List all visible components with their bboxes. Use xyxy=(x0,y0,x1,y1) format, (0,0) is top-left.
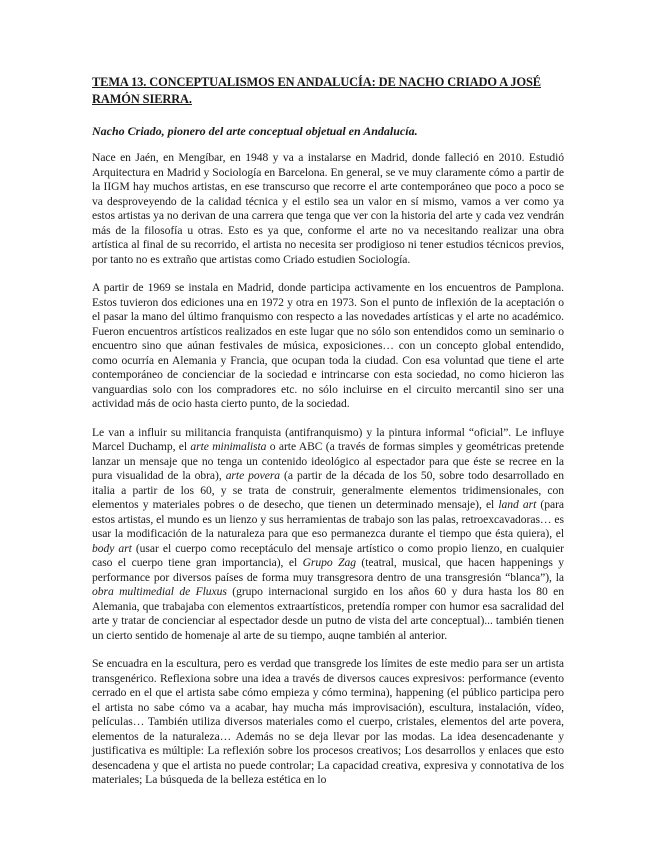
italic-term: Grupo Zag xyxy=(302,556,356,569)
italic-term: land art xyxy=(498,498,537,511)
italic-term: arte povera xyxy=(225,469,281,482)
text-run: (para estos artistas, el mundo es un lienzo y sus herramientas de trabajo son las palas, retroexcavadoras… es usar la modificación de la naturaleza para que eso permanezca durante el tiempo que ésta quiera), el xyxy=(92,498,564,540)
paragraph-2 xyxy=(92,281,564,412)
text-run: Nace en Jaén, en Mengíbar, en 1948 y va a instalarse en Madrid, donde falleció en 2010. Estudió Arquitectura en Madrid y Sociología en Barcelona. En general, se ve muy claramente cómo a partir de la IIGM hay muchos artistas, en ese transcurso que recorre el arte contemporáneo que poco a poco se va desproveyendo de la calidad técnica y el estilo sea un valor en sí mismo, vamos a ver como ya estos artistas ya no derivan de una carrera que tenga que ver con la historia del arte y cada vez vendrán más de la filosofía u otras. Esto es ya que, conforme el arte no va necesitando realizar una obra artística al final de su recorrido, el artista no necesita ser prodigioso ni tener estudios técnicos previos, por tanto no es extraño que artistas como Criado estudien Sociología. xyxy=(92,151,564,266)
paragraph-1 xyxy=(92,151,564,267)
text-run: (usar el cuerpo como receptáculo del mensaje artístico o como propio lienzo, en cualquier caso el cuerpo tiene gran importancia), el xyxy=(92,541,564,569)
text-run: Se encuadra en la escultura, pero es verdad que transgrede los límites de este medio para ser un artista transgenérico. Reflexiona sobre una idea a través de diversos cauces expresivos: performance (evento cerrado en el que el artista sabe cómo empieza y cómo termina), happening (el público participa pero el artista no sabe cómo va a acabar, hay mucha más improvisación), escultura, instalación, vídeo, películas… También utiliza diversos materiales como el cuerpo, cristales, elementos del arte povera, elementos de la naturaleza… Además no se deja llevar por las modas. La idea desencadenante y justificativa es múltiple: La reflexión sobre los procesos creativos; Los desarrollos y enlaces que esto desencadena y que el artista no puede controlar; La capacidad creativa, expresiva y connotativa de los materiales; La búsqueda de la belleza estética en lo xyxy=(92,657,564,786)
section-subtitle: Nacho Criado, pionero del arte conceptual objetual en Andalucía. xyxy=(92,124,418,138)
paragraph-4 xyxy=(92,657,564,788)
paragraph-3 xyxy=(92,426,564,644)
text-run: o arte ABC (a través de formas simples y geométricas pretende lanzar un mensaje que no tenga un contenido ideológico al espectador para que éste se recree en la pura visualidad de la obra), xyxy=(92,440,565,482)
text-run: Le van a influir su militancia franquista (antifranquismo) y la pintura informal “oficial”. Le influye Marcel Duchamp, el xyxy=(92,425,564,453)
italic-term: body art xyxy=(92,541,132,555)
italic-term: obra multimedial de Fluxus xyxy=(92,585,227,598)
document-title: TEMA 13. CONCEPTUALISMOS EN ANDALUCÍA: DE NACHO CRIADO A JOSÉ RAMÓN SIERRA. xyxy=(92,75,541,106)
text-run: (a partir de la década de los 50, sobre todo desarrollado en italia a partir de los 60, y se trata de construir, generalmente elementos tridimensionales, con elementos y materiales pobres o de desecho, que tienen un determinado mensaje), el xyxy=(92,469,565,511)
text-run: (grupo internacional surgido en los años 60 y dura hasta los 80 en Alemania, que trabajaba con elementos extraartísticos, pretendía romper con humor esa sacralidad del arte y tratar de concienciar al espectador desde un putno de vista del arte conceptual)... también tienen un cierto sentido de homenaje al arte de su tiempo, auqne también al anterior. xyxy=(92,585,565,642)
text-run: A partir de 1969 se instala en Madrid, donde participa activamente en los encuentros de Pamplona. Estos tuvieron dos ediciones una en 1972 y otra en 1973. Son el punto de inflexión de la aceptación o el pasar la mano del último franquismo con respecto a las novedades artísticas y el arte no académico. Fueron encuentros artísticos realizados en este lugar que no sólo son entendidos como un seminario o encuentro sino que aúnan festivales de música, exposiciones… con un concepto global entendido, como ocurría en Alemania y Francia, que ocupan toda la ciudad. Con esa voluntad que tiene el arte contemporáneo de concienciar de la sociedad e intrincarse con esta sociedad, no como hicieron las vanguardias solo con los compradores etc. no sólo incluirse en el circuito mercantil sino ser una actividad más de ocio hasta cierto punto, de la sociedad. xyxy=(92,281,564,410)
text-run: (teatral, musical, que hacen happenings y performance por diversos países de forma muy transgresora dentro de una transgresión “blanca”), la xyxy=(92,556,564,584)
italic-term: arte minimalista xyxy=(190,440,267,453)
document-body xyxy=(92,74,564,802)
